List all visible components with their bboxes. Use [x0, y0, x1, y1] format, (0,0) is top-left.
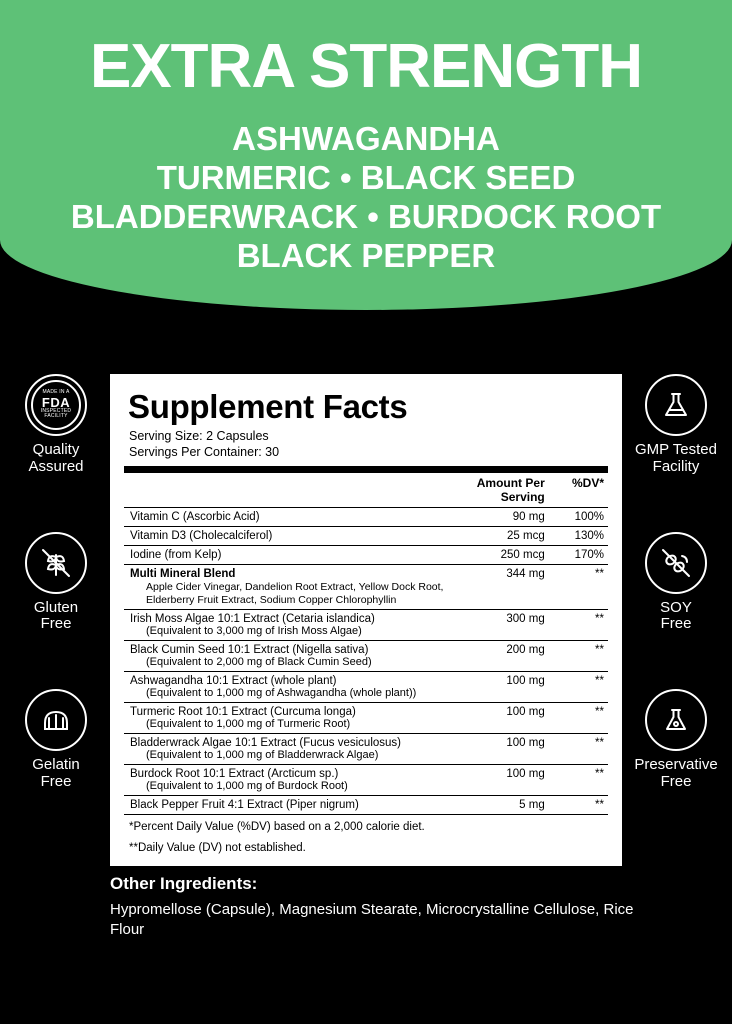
wheat-crossed-icon [25, 532, 87, 594]
row-name: Irish Moss Algae 10:1 Extract (Cetaria islandica) [130, 613, 375, 626]
soybean-crossed-icon [645, 532, 707, 594]
supplement-facts-panel [110, 374, 622, 866]
other-ingredients-title: Other Ingredients: [110, 874, 258, 893]
row-name: Black Cumin Seed 10:1 Extract (Nigella sativa) [130, 644, 369, 657]
row-subtext: (Equivalent to 1,000 mg of Turmeric Root) [146, 718, 351, 731]
row-amount: 100 mg [463, 765, 555, 796]
row-amount: 300 mg [463, 610, 555, 641]
footnote-dv-not-established: **Daily Value (DV) not established. [129, 841, 306, 854]
badge-label-gelatin-free: Gelatin Free [32, 756, 80, 790]
row-name: Ashwagandha 10:1 Extract (whole plant) [130, 675, 337, 688]
row-amount: 100 mg [463, 734, 555, 765]
table-row [124, 765, 608, 796]
badge-gmp-tested [624, 374, 728, 476]
footnote-daily-value: *Percent Daily Value (%DV) based on a 2,000 calorie diet. [129, 821, 425, 834]
row-subtext: (Equivalent to 1,000 mg of Bladderwrack Algae) [146, 749, 379, 762]
row-name: Burdock Root 10:1 Extract (Arcticum sp.) [130, 768, 339, 781]
row-name: Black Pepper Fruit 4:1 Extract (Piper nigrum) [130, 799, 359, 812]
row-dv: ** [555, 610, 608, 641]
row-dv: ** [555, 565, 608, 610]
serving-size: Serving Size: 2 Capsules [129, 429, 269, 443]
row-subtext: (Equivalent to 3,000 mg of Irish Moss Algae) [146, 625, 362, 638]
row-name: Turmeric Root 10:1 Extract (Curcuma longa) [130, 706, 356, 719]
table-row [124, 796, 608, 815]
badges-left-column [4, 374, 108, 835]
row-dv: ** [555, 703, 608, 734]
row-amount: 5 mg [463, 796, 555, 815]
badge-gluten-free [4, 532, 108, 634]
badge-quality-assured [4, 374, 108, 476]
badge-label-gmp-tested: GMP Tested Facility [635, 441, 717, 475]
row-dv: ** [555, 796, 608, 815]
other-ingredients-section [110, 874, 670, 941]
badge-label-quality-assured: Quality Assured [28, 441, 84, 475]
row-dv: ** [555, 672, 608, 703]
row-amount: 344 mg [463, 565, 555, 610]
fda-seal-mid: FDA [41, 394, 71, 410]
row-amount: 250 mcg [463, 546, 555, 565]
row-amount: 90 mg [463, 508, 555, 527]
table-row [124, 610, 608, 641]
header-dv: %DV* [555, 473, 608, 508]
row-dv: ** [555, 765, 608, 796]
header-banner [0, 0, 732, 310]
fda-seal-top: MADE IN A [42, 389, 70, 396]
page-title: EXTRA STRENGTH [89, 32, 643, 101]
other-ingredients-body: Hypromellose (Capsule), Magnesium Stearate, Microcrystalline Cellulose, Rice Flour [110, 901, 634, 939]
badge-label-preservative-free: Preservative Free [634, 756, 718, 790]
row-dv: 130% [555, 527, 608, 546]
header-amount: Amount Per Serving [463, 473, 555, 508]
header-subtitle [0, 120, 732, 276]
row-blend-description: Apple Cider Vinegar, Dandelion Root Extract, Yellow Dock Root, Elderberry Fruit Extract, Sodium Copper Chlorophyllin [146, 581, 444, 606]
row-dv: 100% [555, 508, 608, 527]
row-name: Multi Mineral Blend [130, 568, 236, 581]
supplement-facts-title: Supplement Facts [128, 388, 408, 425]
servings-per-container: Servings Per Container: 30 [129, 444, 280, 459]
fda-seal-icon [25, 374, 87, 436]
row-subtext: (Equivalent to 1,000 mg of Ashwagandha (whole plant)) [146, 687, 417, 700]
badge-gelatin-free [4, 689, 108, 791]
row-dv: ** [555, 734, 608, 765]
row-dv: ** [555, 641, 608, 672]
subtitle-line-1: ASHWAGANDHA [232, 120, 500, 157]
beaker-icon [645, 689, 707, 751]
subtitle-line-3: BLADDERWRACK • BURDOCK ROOT [70, 197, 662, 235]
row-name: Vitamin C (Ascorbic Acid) [130, 511, 260, 524]
table-row [124, 546, 608, 565]
badge-soy-free [624, 532, 728, 634]
row-dv: 170% [555, 546, 608, 565]
table-row [124, 703, 608, 734]
badge-label-gluten-free: Gluten Free [33, 598, 79, 633]
fda-seal-sub1: INSPECTED [40, 408, 72, 415]
fda-seal-sub2: FACILITY [44, 413, 68, 420]
row-name: Bladderwrack Algae 10:1 Extract (Fucus vesiculosus) [130, 737, 402, 750]
row-amount: 25 mcg [463, 527, 555, 546]
row-amount: 100 mg [463, 703, 555, 734]
table-row [124, 641, 608, 672]
row-name: Iodine (from Kelp) [130, 549, 222, 562]
table-row [124, 527, 608, 546]
row-amount: 100 mg [463, 672, 555, 703]
flask-icon [645, 374, 707, 436]
table-row [124, 734, 608, 765]
subtitle-line-2: TURMERIC • BLACK SEED [156, 158, 576, 196]
badge-label-soy-free: SOY Free [660, 598, 692, 633]
table-row [124, 565, 608, 610]
row-subtext: (Equivalent to 1,000 mg of Burdock Root) [146, 780, 348, 793]
table-row [124, 508, 608, 527]
badges-right-column [624, 374, 728, 835]
row-amount: 200 mg [463, 641, 555, 672]
gelatin-mold-icon [25, 689, 87, 751]
badge-preservative-free [624, 689, 728, 791]
supplement-facts-table [124, 473, 608, 815]
row-subtext: (Equivalent to 2,000 mg of Black Cumin Seed) [146, 656, 372, 669]
table-header-row [124, 473, 608, 508]
header-name [124, 473, 463, 508]
table-row [124, 672, 608, 703]
row-name: Vitamin D3 (Cholecalciferol) [130, 530, 273, 543]
divider-thick [124, 466, 608, 473]
subtitle-line-4: BLACK PEPPER [236, 236, 496, 274]
